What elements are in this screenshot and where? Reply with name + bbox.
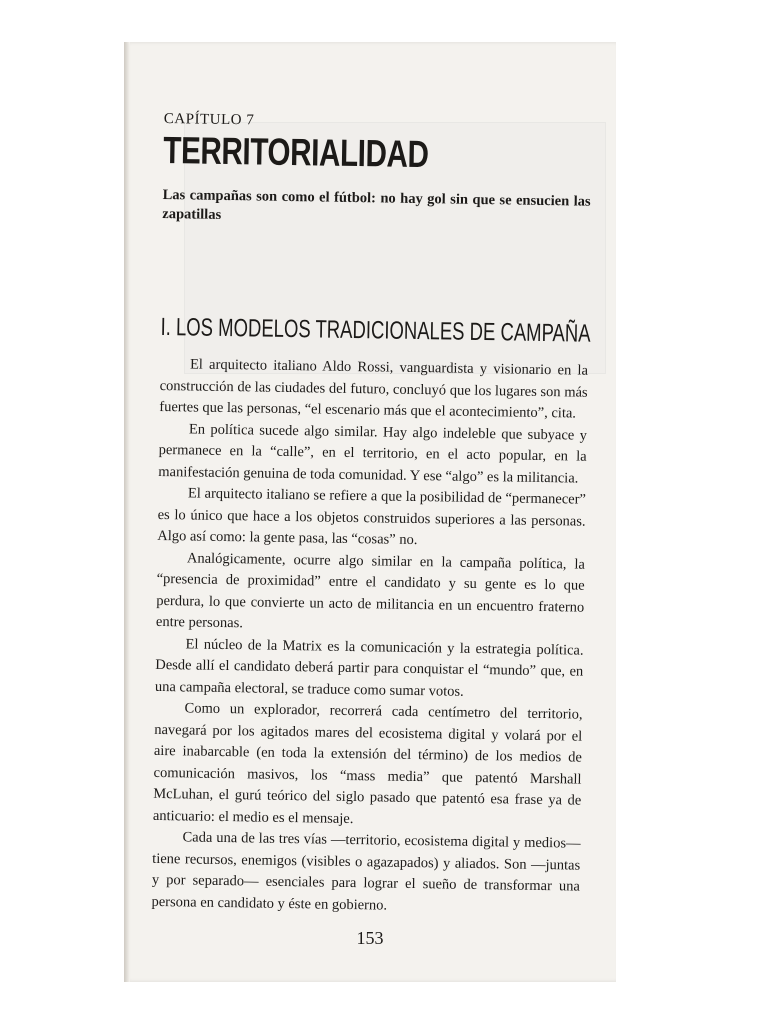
- page-gutter-shadow: [124, 42, 130, 982]
- paragraph-4: Analógicamente, ocurre algo similar en la campaña política, la “presencia de proximidad” entre el candidato y su gente es lo que perdura, lo que convierte un acto de militancia en un encuentro fraterno entre personas.: [155, 549, 586, 632]
- chapter-title: TERRITORIALIDAD: [163, 129, 429, 177]
- body-text: [151, 354, 588, 920]
- paragraph-1: El arquitecto italiano Aldo Rossi, vanguardista y visionario en la construcción de las ciudades del futuro, concluyó que los lugares son más fuertes que las personas, “el escenario más que el acontecimiento”, cita.: [159, 356, 589, 422]
- chapter-epigraph: Las campañas son como el fútbol: no hay gol sin que se ensucien las zapatillas: [162, 186, 591, 223]
- paragraph-2: En política sucede algo similar. Hay algo indeleble que subyace y permanece en la “calle”, en el territorio, en el acto popular, en la manifestación genuina de toda comunidad. Y ese “algo” es la militancia.: [158, 420, 588, 487]
- paragraph-5: El núcleo de la Matrix es la comunicación y la estrategia política. Desde allí el candidato deberá partir para conquistar el “mundo” que, en una campaña electoral, se traduce como sumar votos.: [154, 635, 584, 700]
- page-number: 153: [356, 928, 384, 948]
- section-heading: I. LOS MODELOS TRADICIONALES DE CAMPAÑA: [160, 312, 591, 348]
- chapter-label: CAPÍTULO 7: [163, 110, 255, 129]
- paragraph-7: Cada una de las tres vías —territorio, ecosistema digital y medios— tiene recursos, enemigos (visibles o agazapados) y aliados. Son —juntas y por separado— esenciales para lograr el sueño de transformar una persona en candidato y éste en gobierno.: [151, 829, 581, 914]
- paragraph-6: Como un explorador, recorrerá cada centímetro del territorio, navegará por los agitados mares del ecosistema digital y volará por el aire inabarcable (en toda la extensión del término) de los medios de comunicación masivos, los “mass media” que patentó Marshall McLuhan, el gurú teórico del siglo pasado que patentó esa frase ya de anticuario: el medio es el mensaje.: [152, 700, 583, 827]
- book-page: [124, 42, 616, 982]
- paragraph-3: El arquitecto italiano se refiere a que la posibilidad de “permanecer” es lo único que hace a los objetos construidos superiores a las personas. Algo así como: la gente pasa, las “cosas” no.: [157, 485, 587, 549]
- page-content: [151, 110, 592, 920]
